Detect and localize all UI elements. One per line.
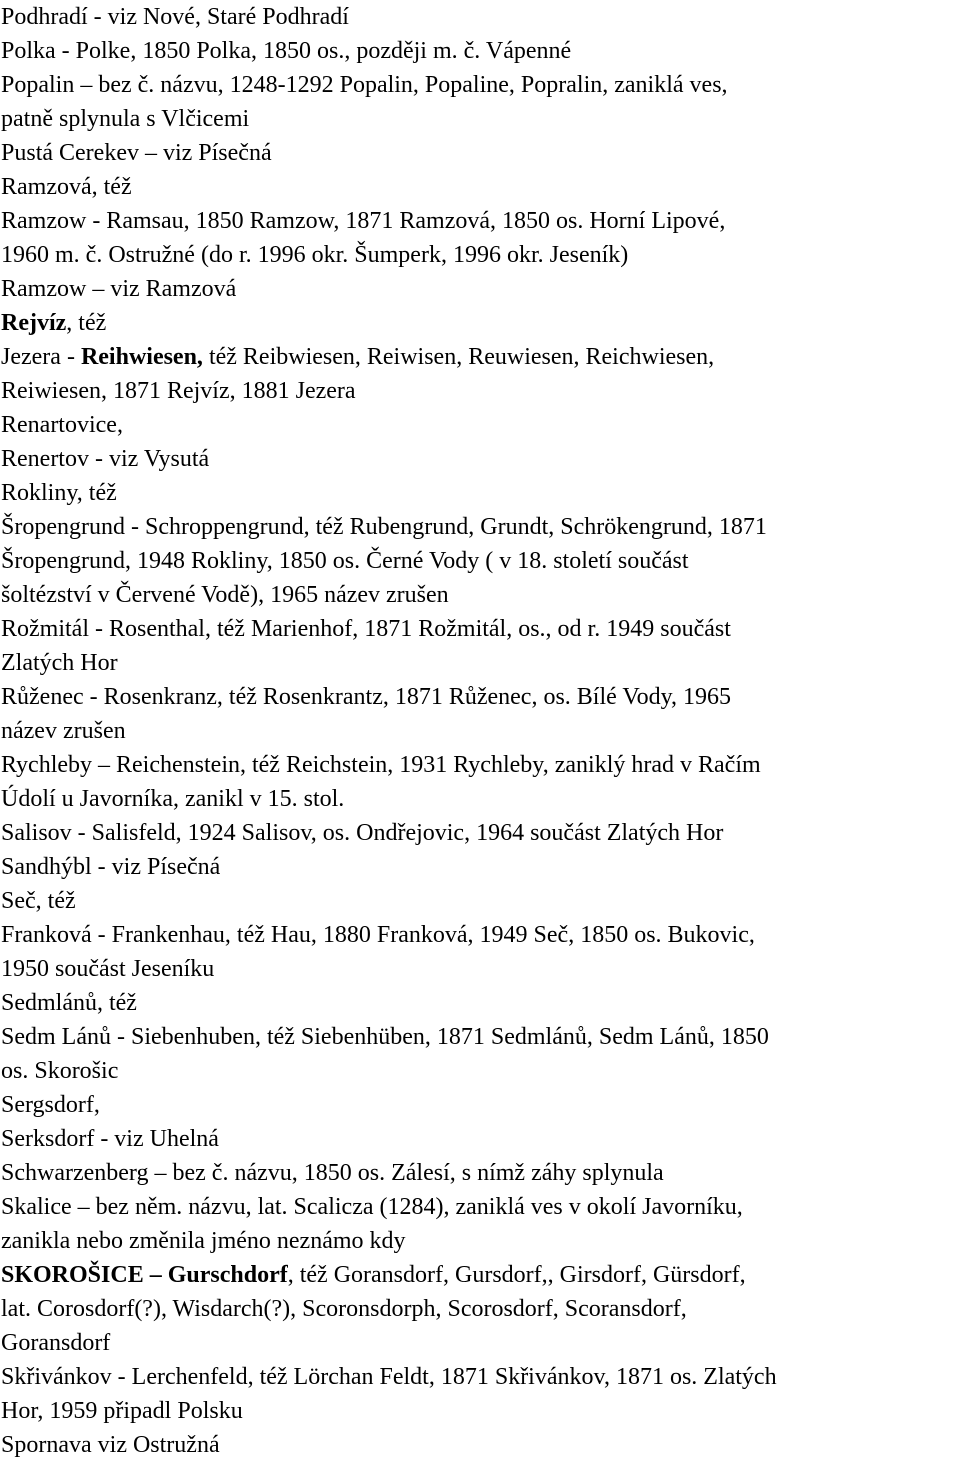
text-segment: , též Goransdorf, Gursdorf,, Girsdorf, Gürsdorf,	[287, 1262, 746, 1288]
text-segment: zanikla nebo změnila jméno neznámo kdy	[1, 1228, 406, 1254]
text-segment: Skalice – bez něm. názvu, lat. Scalicza (1284), zaniklá ves v okolí Javorníku,	[1, 1194, 743, 1220]
text-line	[1, 0, 959, 34]
text-line	[1, 1122, 959, 1156]
text-line	[1, 1054, 959, 1088]
text-segment: též Reibwiesen, Reiwisen, Reuwiesen, Reichwiesen,	[202, 344, 715, 370]
text-line	[1, 272, 959, 306]
bold-text-segment: Rejvíz	[1, 310, 67, 336]
text-line	[1, 816, 959, 850]
text-segment: Renartovice,	[1, 412, 123, 438]
text-segment: Popalin – bez č. názvu, 1248-1292 Popalin, Popaline, Popralin, zaniklá ves,	[1, 72, 728, 98]
text-segment: Růženec - Rosenkranz, též Rosenkrantz, 1871 Růženec, os. Bílé Vody, 1965	[1, 684, 732, 710]
text-line	[1, 1190, 959, 1224]
text-segment: Zlatých Hor	[1, 650, 118, 676]
text-line	[1, 748, 959, 782]
text-line	[1, 1258, 959, 1292]
text-line	[1, 1224, 959, 1258]
text-segment: Rožmitál - Rosenthal, též Marienhof, 1871 Rožmitál, os., od r. 1949 součást	[1, 616, 731, 642]
text-segment: Schwarzenberg – bez č. názvu, 1850 os. Zálesí, s nímž záhy splynula	[1, 1160, 664, 1186]
text-line	[1, 408, 959, 442]
text-segment: Sedmlánů, též	[1, 990, 137, 1016]
text-segment: Šropengrund - Schroppengrund, též Rubengrund, Grundt, Schrökengrund, 1871	[1, 514, 767, 540]
text-line	[1, 986, 959, 1020]
text-segment: , též	[66, 310, 107, 336]
text-segment: Rokliny, též	[1, 480, 117, 506]
text-segment: os. Skorošic	[1, 1058, 119, 1084]
text-segment: Rychleby – Reichenstein, též Reichstein, 1931 Rychleby, zaniklý hrad v Račím	[1, 752, 761, 778]
text-line	[1, 578, 959, 612]
bold-text-segment: SKOROŠICE – Gurschdorf	[1, 1262, 288, 1288]
text-line	[1, 952, 959, 986]
text-segment: Seč, též	[1, 888, 76, 914]
text-line	[1, 68, 959, 102]
text-line	[1, 442, 959, 476]
text-segment: Pustá Cerekev – viz Písečná	[1, 140, 272, 166]
text-segment: Jezera -	[1, 344, 81, 370]
text-line	[1, 782, 959, 816]
text-line	[1, 1292, 959, 1326]
text-segment: Šropengrund, 1948 Rokliny, 1850 os. Černé Vody ( v 18. století součást	[1, 548, 689, 574]
text-segment: šoltézství v Červené Vodě), 1965 název zrušen	[1, 582, 449, 608]
document-page	[1, 0, 959, 1462]
text-line	[1, 646, 959, 680]
text-line	[1, 476, 959, 510]
text-segment: Polka - Polke, 1850 Polka, 1850 os., později m. č. Vápenné	[1, 38, 572, 64]
text-segment: Franková - Frankenhau, též Hau, 1880 Franková, 1949 Seč, 1850 os. Bukovic,	[1, 922, 755, 948]
text-segment: Reiwiesen, 1871 Rejvíz, 1881 Jezera	[1, 378, 356, 404]
text-line	[1, 1156, 959, 1190]
text-segment: Ramzová, též	[1, 174, 132, 200]
text-line	[1, 850, 959, 884]
text-segment: Serksdorf - viz Uhelná	[1, 1126, 219, 1152]
text-segment: Sedm Lánů - Siebenhuben, též Siebenhüben, 1871 Sedmlánů, Sedm Lánů, 1850	[1, 1024, 769, 1050]
text-line	[1, 374, 959, 408]
text-line	[1, 544, 959, 578]
text-line	[1, 510, 959, 544]
text-segment: Spornava viz Ostružná	[1, 1432, 220, 1458]
text-segment: Sandhýbl - viz Písečná	[1, 854, 221, 880]
text-segment: Goransdorf	[1, 1330, 111, 1356]
text-line	[1, 680, 959, 714]
text-line	[1, 306, 959, 340]
text-segment: lat. Corosdorf(?), Wisdarch(?), Scoronsdorph, Scorosdorf, Scoransdorf,	[1, 1296, 687, 1322]
bold-text-segment: Reihwiesen,	[80, 344, 203, 370]
text-segment: Hor, 1959 připadl Polsku	[1, 1398, 243, 1424]
text-line	[1, 612, 959, 646]
text-line	[1, 918, 959, 952]
text-segment: Údolí u Javorníka, zanikl v 15. stol.	[1, 786, 345, 812]
text-line	[1, 884, 959, 918]
text-segment: patně splynula s Vlčicemi	[1, 106, 250, 132]
text-line	[1, 1394, 959, 1428]
text-segment: 1950 součást Jeseníku	[1, 956, 215, 982]
text-line	[1, 170, 959, 204]
text-segment: Sergsdorf,	[1, 1092, 100, 1118]
text-line	[1, 102, 959, 136]
text-line	[1, 1428, 959, 1462]
text-line	[1, 238, 959, 272]
text-line	[1, 204, 959, 238]
text-line	[1, 1360, 959, 1394]
text-segment: 1960 m. č. Ostružné (do r. 1996 okr. Šumperk, 1996 okr. Jeseník)	[1, 242, 629, 268]
text-segment: Ramzow - Ramsau, 1850 Ramzow, 1871 Ramzová, 1850 os. Horní Lipové,	[1, 208, 726, 234]
text-line	[1, 714, 959, 748]
text-segment: Skřivánkov - Lerchenfeld, též Lörchan Feldt, 1871 Skřivánkov, 1871 os. Zlatých	[1, 1364, 777, 1390]
text-segment: Ramzow – viz Ramzová	[1, 276, 237, 302]
text-segment: Renertov - viz Vysutá	[1, 446, 210, 472]
text-line	[1, 34, 959, 68]
text-line	[1, 1326, 959, 1360]
text-line	[1, 1088, 959, 1122]
text-line	[1, 136, 959, 170]
text-segment: Podhradí - viz Nové, Staré Podhradí	[1, 4, 349, 30]
text-line	[1, 1020, 959, 1054]
text-segment: název zrušen	[1, 718, 126, 744]
text-line	[1, 340, 959, 374]
text-segment: Salisov - Salisfeld, 1924 Salisov, os. Ondřejovic, 1964 součást Zlatých Hor	[1, 820, 724, 846]
